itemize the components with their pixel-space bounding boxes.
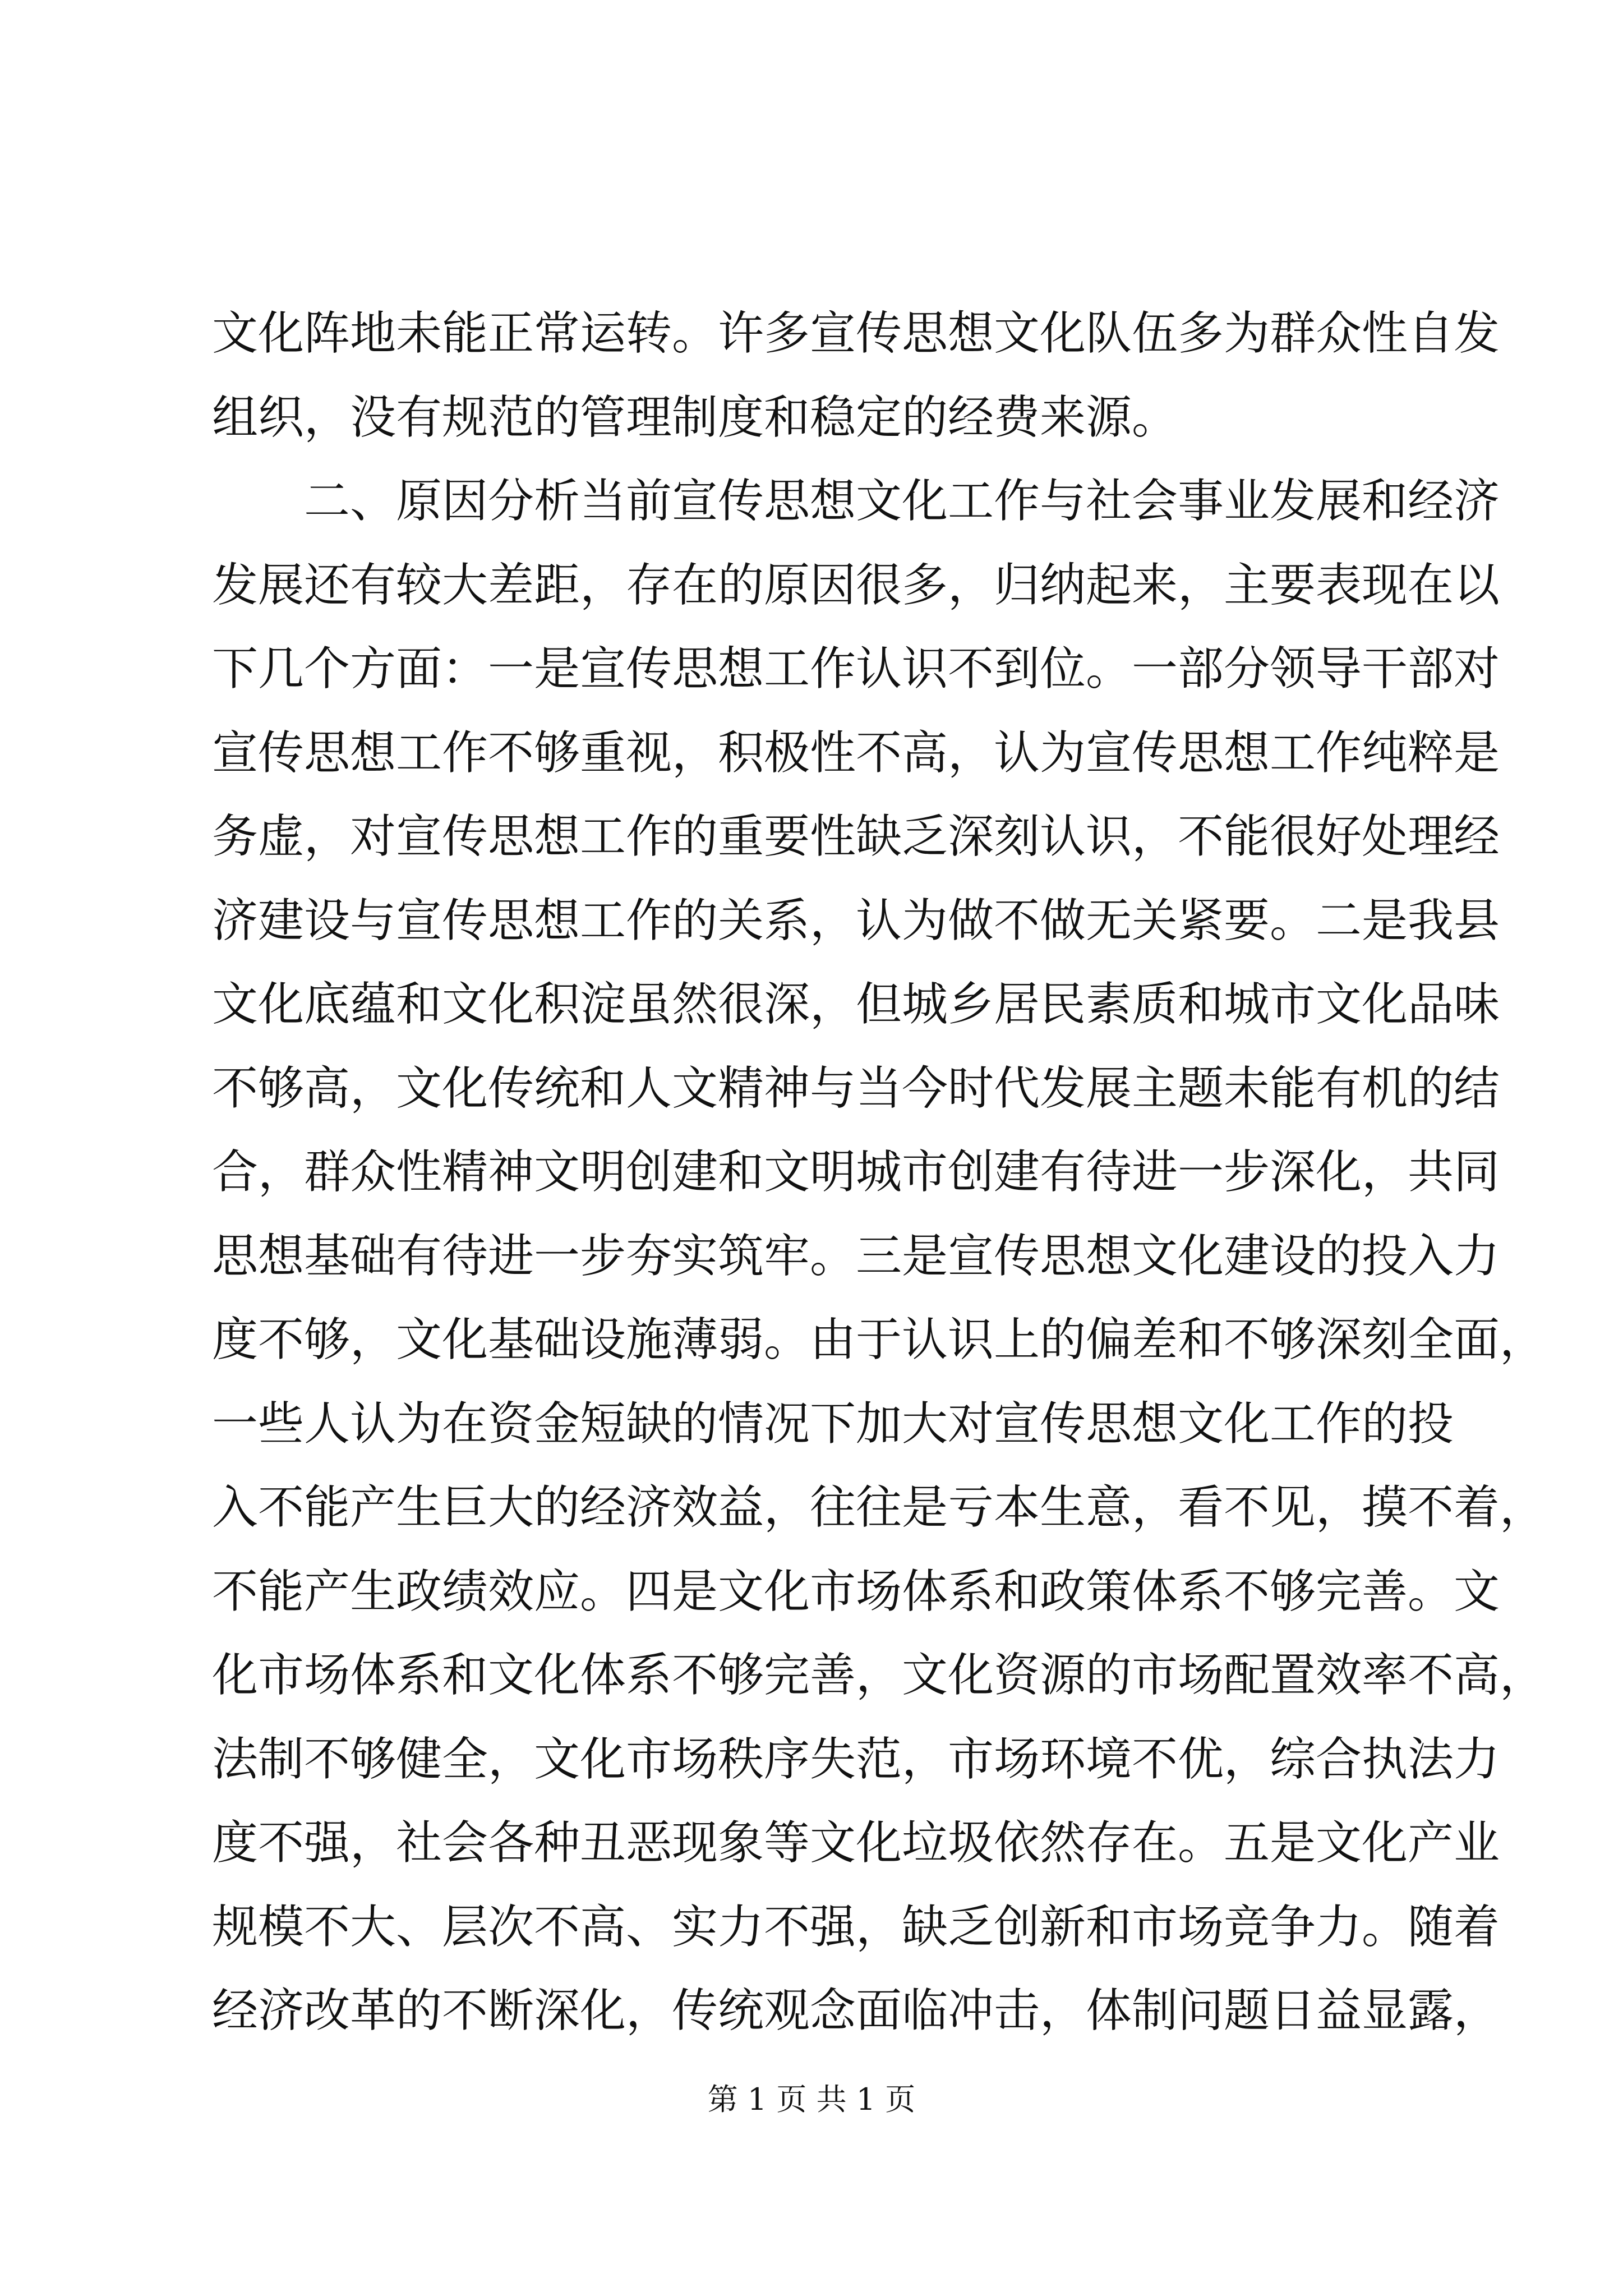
text-line: 务虚，对宣传思想工作的重要性缺乏深刻认识，不能很好处理经 — [212, 810, 1500, 863]
text-line: 经济改革的不断深化，传统观念面临冲击，体制问题日益显露， — [212, 1984, 1500, 2037]
text-line: 二、原因分析当前宣传思想文化工作与社会事业发展和经济 — [304, 475, 1500, 528]
text-line: 组织，没有规范的管理制度和稳定的经费来源。 — [212, 390, 1178, 444]
text-line: 文化阵地未能正常运转。许多宣传思想文化队伍多为群众性自发 — [212, 307, 1500, 360]
body-text — [212, 292, 1546, 2053]
text-line: 入不能产生巨大的经济效益，往往是亏本生意，看不见，摸不着， — [212, 1481, 1546, 1534]
text-line: 发展还有较大差距，存在的原因很多，归纳起来，主要表现在以 — [212, 558, 1500, 612]
text-line: 一些人认为在资金短缺的情况下加大对宣传思想文化工作的投 — [212, 1397, 1454, 1451]
text-line: 合，群众性精神文明创建和文明城市创建有待进一步深化，共同 — [212, 1145, 1500, 1199]
text-line: 规模不大、层次不高、实力不强，缺乏创新和市场竞争力。随着 — [212, 1900, 1500, 1954]
text-line: 化市场体系和文化体系不够完善，文化资源的市场配置效率不高， — [212, 1649, 1546, 1702]
text-line: 下几个方面：一是宣传思想工作认识不到位。一部分领导干部对 — [212, 642, 1500, 696]
text-line: 思想基础有待进一步夯实筑牢。三是宣传思想文化建设的投入力 — [212, 1229, 1500, 1283]
text-line: 度不够，文化基础设施薄弱。由于认识上的偏差和不够深刻全面， — [212, 1313, 1546, 1366]
text-line: 法制不够健全，文化市场秩序失范，市场环境不优，综合执法力 — [212, 1732, 1500, 1786]
text-line: 不能产生政绩效应。四是文化市场体系和政策体系不够完善。文 — [212, 1565, 1500, 1618]
text-line: 宣传思想工作不够重视，积极性不高，认为宣传思想工作纯粹是 — [212, 726, 1500, 780]
text-line: 济建设与宣传思想工作的关系，认为做不做无关紧要。二是我县 — [212, 894, 1500, 947]
text-line: 度不强，社会各种丑恶现象等文化垃圾依然存在。五是文化产业 — [212, 1816, 1500, 1870]
page-number-footer: 第 1 页 共 1 页 — [707, 2082, 916, 2117]
text-line: 文化底蕴和文化积淀虽然很深，但城乡居民素质和城市文化品味 — [212, 978, 1500, 1031]
text-line: 不够高，文化传统和人文精神与当今时代发展主题未能有机的结 — [212, 1061, 1500, 1115]
